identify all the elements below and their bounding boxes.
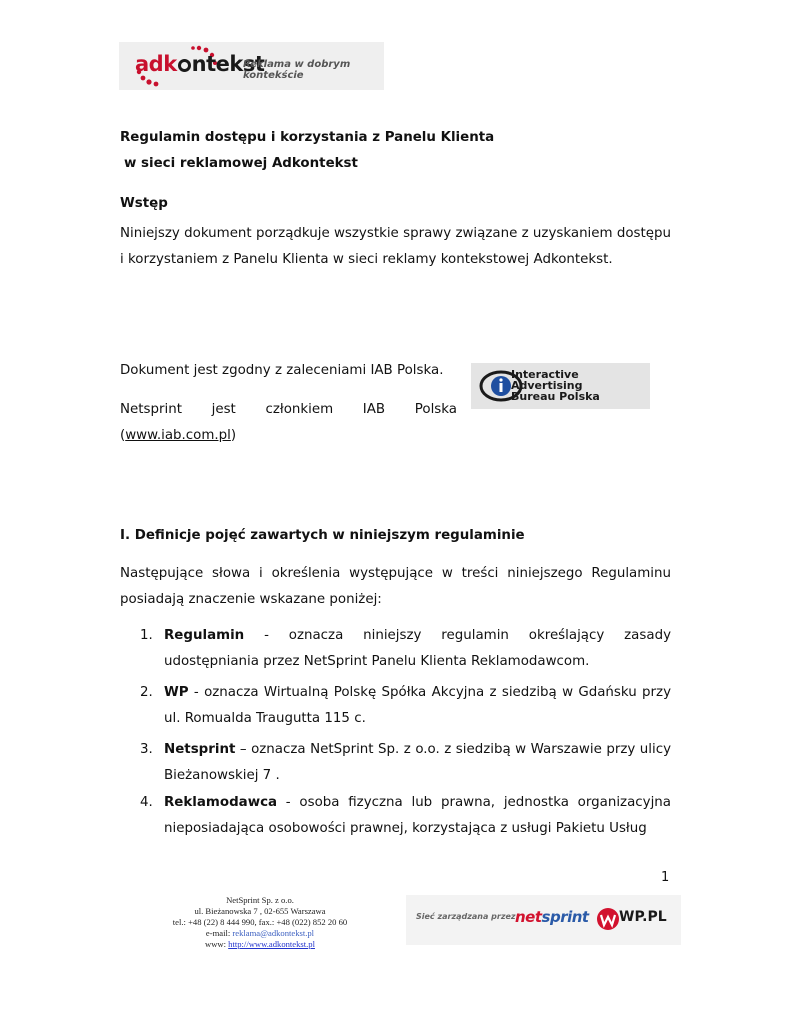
intro-heading: Wstęp bbox=[120, 196, 168, 211]
logo-wordmark: adk ntekst bbox=[135, 52, 265, 76]
iab-compliance-text: Dokument jest zgodny z zaleceniami IAB Polska. bbox=[120, 363, 444, 378]
iab-logo bbox=[471, 363, 650, 409]
definition-term: Regulamin bbox=[164, 628, 245, 643]
iab-logo-line3: Bureau Polska bbox=[511, 390, 600, 403]
definition-text: - oznacza niniejszy regulamin określający zasady udostępniania przez NetSprint Panelu Klienta Reklamodawcom. bbox=[164, 628, 671, 669]
wp-logo: WP.PL bbox=[619, 909, 667, 925]
iab-logo-line2: Advertising bbox=[511, 379, 583, 392]
page-title-line2: w sieci reklamowej Adkontekst bbox=[124, 156, 358, 171]
page-title-line1: Regulamin dostępu i korzystania z Panelu Klienta bbox=[120, 130, 495, 145]
section1-intro: Następujące słowa i określenia występujące w treści niniejszego Regulaminu posiadają znaczenie wskazane poniżej: bbox=[120, 566, 671, 607]
footer-email-link[interactable]: reklama@adkontekst.pl bbox=[232, 928, 315, 938]
footer-company: NetSprint Sp. z o.o. bbox=[226, 895, 294, 905]
footer-brand-banner bbox=[406, 895, 681, 945]
definition-term: Reklamodawca bbox=[164, 795, 278, 810]
intro-text: Niniejszy dokument porządkuje wszystkie sprawy związane z uzyskaniem dostępu i korzystaniem z Panelu Klienta w sieci reklamy kontekstowej Adkontekst. bbox=[120, 226, 671, 267]
netsprint-logo: netsprint bbox=[515, 908, 589, 926]
iab-membership-text: Netsprint jest członkiem IAB Polska bbox=[120, 402, 457, 417]
iab-link-line: (www.iab.com.pl) bbox=[120, 428, 237, 443]
iab-link[interactable]: www.iab.com.pl bbox=[125, 428, 231, 443]
logo-slogan: Reklama w dobrym kontekście bbox=[243, 59, 351, 81]
footer-address: ul. Bieżanowska 7 , 02-655 Warszawa bbox=[194, 906, 326, 916]
footer-www-link[interactable]: http://www.adkontekst.pl bbox=[228, 939, 315, 949]
brand-label: Sieć zarządzana przez bbox=[416, 912, 516, 921]
footer-phones: tel.: +48 (22) 8 444 990, fax.: +48 (022) 852 20 60 bbox=[172, 917, 348, 927]
definition-text: – oznacza NetSprint Sp. z o.o. z siedzibą w Warszawie przy ulicy Bieżanowskiej 7 . bbox=[164, 742, 671, 783]
section1-heading: I. Definicje pojęć zawartych w niniejszym regulaminie bbox=[120, 528, 525, 543]
definition-text: - osoba fizyczna lub prawna, jednostka organizacyjna nieposiadająca osobowości prawnej, korzystająca z usługi Pakietu Usług bbox=[164, 795, 671, 836]
page-number: 1 bbox=[661, 870, 670, 885]
adkontekst-logo bbox=[119, 42, 384, 90]
iab-logo-line1: Interactive bbox=[511, 368, 579, 381]
wp-logo-icon bbox=[596, 904, 620, 932]
definition-term: WP bbox=[164, 685, 189, 700]
definition-term: Netsprint bbox=[164, 742, 236, 757]
footer-contact: NetSprint Sp. z o.o. ul. Bieżanowska 7 , 02-655 Warszawa tel.: +48 (22) 8 444 990, fax.: +48 (022) 852 20 60 e-mail: reklama@adkontekst.pl www: http://www.adkontekst.pl bbox=[150, 895, 370, 950]
definition-text: - oznacza Wirtualną Polskę Spółka Akcyjna z siedzibą w Gdańsku przy ul. Romualda Traugutta 115 c. bbox=[164, 685, 671, 726]
